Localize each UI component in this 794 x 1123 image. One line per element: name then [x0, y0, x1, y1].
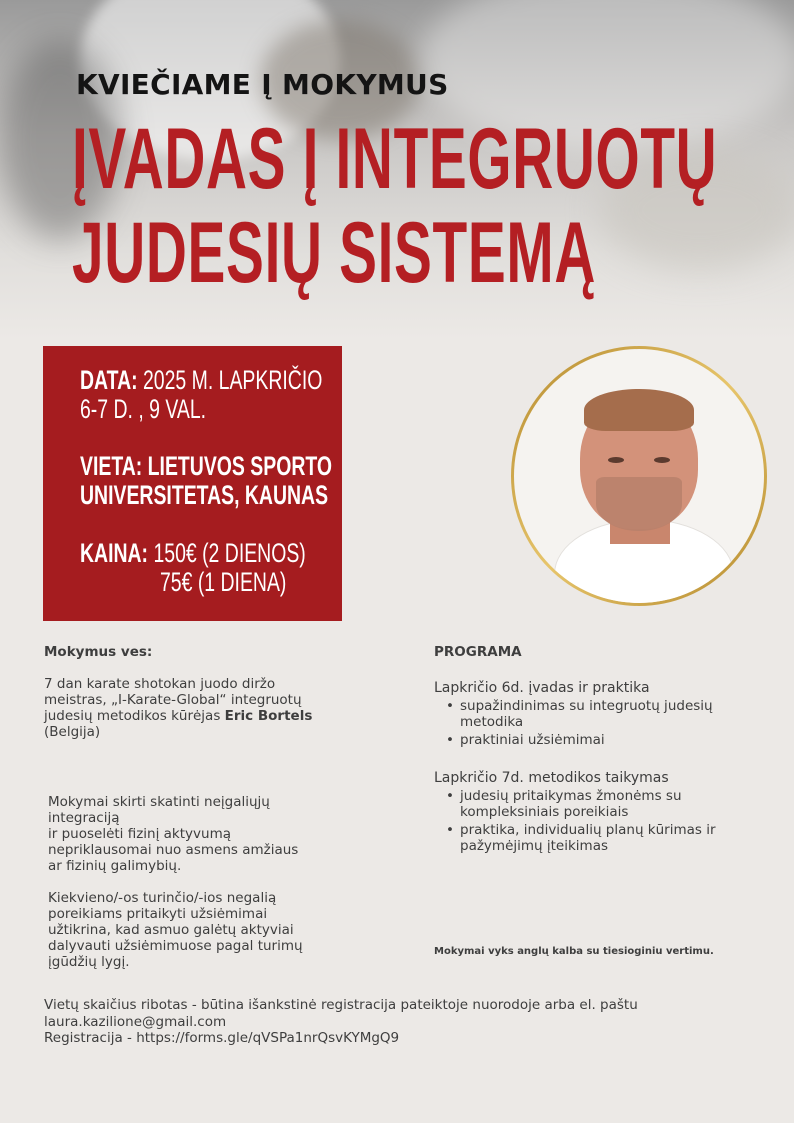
price-line-1	[80, 539, 306, 568]
list-item: • supažindinimas su integruotų judesių metodika	[460, 698, 713, 730]
place-line-1: VIETA: LIETUVOS SPORTO	[80, 451, 333, 481]
day2-title: Lapkričio 7d. metodikos taikymas	[434, 770, 669, 786]
page-title	[72, 112, 717, 300]
title-line-2: JUDESIŲ SISTEMĄ	[72, 205, 596, 301]
footer	[44, 997, 638, 1047]
registration-link[interactable]: Registracija - https://forms.gle/qVSPa1nrQsvKYMgQ9	[44, 1030, 400, 1046]
price-line-2: 75€ (1 DIENA)	[160, 567, 287, 597]
price-value-1: 150€ (2 DIENOS)	[148, 538, 306, 568]
list-item: • praktiniai užsiėmimai	[460, 732, 713, 748]
kicker-heading: KVIEČIAME Į MOKYMUS	[76, 68, 449, 101]
list-item: • praktika, individualių planų kūrimas ir pažymėjimų įteikimas	[460, 822, 716, 854]
program-heading: PROGRAMA	[434, 644, 522, 660]
date-line-1	[80, 366, 322, 395]
list-item: • judesių pritaikymas žmonėms su kompleksiniais poreikiais	[460, 788, 716, 820]
registration-note: Vietų skaičius ribotas - būtina išankstinė registracija pateiktoje nuorodoje arba el. paštu	[44, 997, 638, 1013]
date-label: DATA:	[80, 365, 138, 395]
instructor-portrait	[511, 346, 767, 606]
instructor-text: 7 dan karate shotokan juodo diržo meistras, „I-Karate-Global“ integruotų judesių metodikos kūrėjas	[44, 676, 302, 724]
instructor-country: (Belgija)	[44, 724, 101, 740]
purpose-text: Mokymai skirti skatinti neįgaliųjų integraciją ir puoselėti fizinį aktyvumą nepriklausomai nuo asmens amžiaus ar fizinių galimybių.	[48, 794, 299, 874]
price-label: KAINA:	[80, 538, 149, 568]
instructor-description	[44, 676, 312, 724]
instructor-name: Eric Bortels	[224, 708, 313, 724]
day1-list	[444, 698, 713, 748]
adaptation-text: Kiekvieno/-os turinčio/-ios negalią poreikiams pritaikyti užsiėmimai užtikrina, kad asmuo galėtų aktyviai dalyvauti užsiėmimuose pagal turimų įgūdžių lygį.	[48, 890, 303, 970]
day2-list	[444, 788, 716, 854]
contact-email[interactable]: laura.kazilione@gmail.com	[44, 1013, 227, 1030]
day1-title: Lapkričio 6d. įvadas ir praktika	[434, 680, 650, 696]
date-line-2: 6-7 D. , 9 VAL.	[80, 394, 207, 424]
place-line-2: UNIVERSITETAS, KAUNAS	[80, 480, 329, 510]
date-value: 2025 M. LAPKRIČIO	[137, 365, 323, 395]
language-note: Mokymai vyks anglų kalba su tiesioginiu vertimu.	[434, 946, 714, 957]
instructor-heading: Mokymus ves:	[44, 644, 153, 660]
title-line-1: ĮVADAS Į INTEGRUOTŲ	[72, 111, 718, 207]
